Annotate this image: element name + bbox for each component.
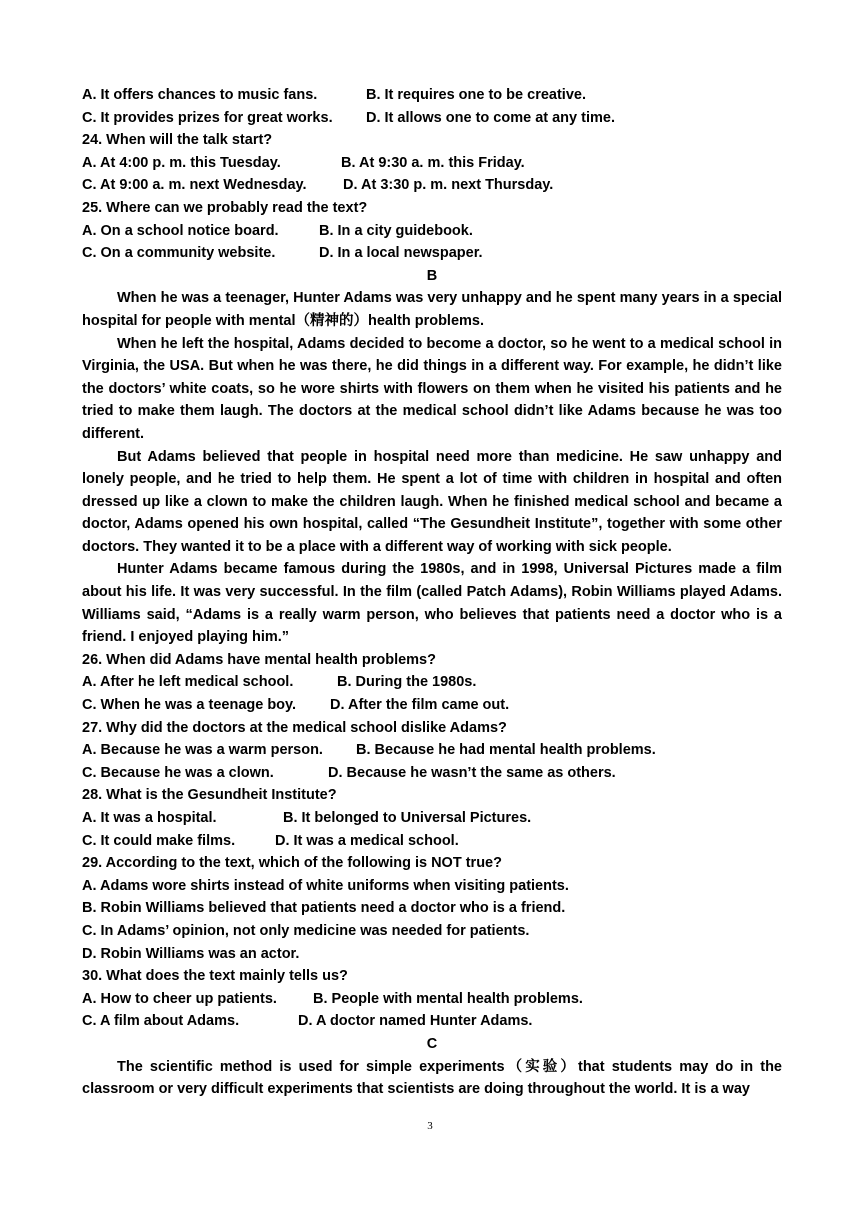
q24-option-d: D. At 3:30 p. m. next Thursday. bbox=[343, 177, 554, 194]
q24-options-row-2 bbox=[82, 174, 782, 197]
q29-option-a: A. Adams wore shirts instead of white uniforms when visiting patients. bbox=[82, 877, 569, 894]
q27-option-b: B. Because he had mental health problems. bbox=[356, 742, 656, 759]
q24-option-c: C. At 9:00 a. m. next Wednesday. bbox=[82, 177, 307, 194]
q23-option-c: C. It provides prizes for great works. bbox=[82, 109, 333, 126]
q27-options-row-2 bbox=[82, 762, 782, 785]
q30-option-c: C. A film about Adams. bbox=[82, 1013, 240, 1030]
q26-option-a: A. After he left medical school. bbox=[82, 674, 294, 691]
q26-question: 26. When did Adams have mental health problems? bbox=[82, 651, 436, 668]
q27-question: 27. Why did the doctors at the medical school dislike Adams? bbox=[82, 719, 507, 736]
section-b-paragraph-3: But Adams believed that people in hospital need more than medicine. He saw unhappy and lonely people, and he tried to help them. He spent a lot of time with children in hospital and often dressed up like a clown to make the children laugh. When he finished medical school and became a doctor, Adams opened his own hospital, called “The Gesundheit Institute”, together with some other doctors. They wanted it to be a place with a different way of working with sick people. bbox=[82, 448, 782, 555]
section-b-paragraph-1: When he was a teenager, Hunter Adams was very unhappy and he spent many years in a special hospital for people with mental（精神的）health problems. bbox=[82, 290, 782, 329]
q28-options-row-2 bbox=[82, 830, 782, 853]
q25-options-row-1 bbox=[82, 220, 782, 243]
section-c-paragraph-1: The scientific method is used for simple experiments（实验）that students may do in the classroom or very difficult experiments that scientists are doing throughout the world. It is a way bbox=[82, 1058, 782, 1098]
q23-options-row-2 bbox=[82, 107, 782, 130]
q26-options-row-1 bbox=[82, 671, 782, 694]
q24-option-a: A. At 4:00 p. m. this Tuesday. bbox=[82, 154, 281, 171]
q28-option-a: A. It was a hospital. bbox=[82, 810, 217, 826]
q29-question: 29. According to the text, which of the following is NOT true? bbox=[82, 855, 502, 872]
q30-option-a: A. How to cheer up patients. bbox=[82, 990, 277, 1007]
q29-option-c: C. In Adams’ opinion, not only medicine was needed for patients. bbox=[82, 922, 530, 939]
q26-option-d: D. After the film came out. bbox=[330, 697, 510, 714]
q27-options-row-1 bbox=[82, 739, 782, 762]
q30-options-row-2 bbox=[82, 1010, 782, 1033]
section-b-heading: B bbox=[426, 267, 438, 284]
q27-option-a: A. Because he was a warm person. bbox=[82, 742, 323, 759]
q23-options-row-1 bbox=[82, 84, 782, 107]
q25-options-row-2 bbox=[82, 242, 782, 265]
document-page bbox=[82, 84, 782, 1101]
q25-option-d: D. In a local newspaper. bbox=[319, 245, 483, 262]
q23-option-b: B. It requires one to be creative. bbox=[366, 87, 586, 103]
q27-option-c: C. Because he was a clown. bbox=[82, 764, 274, 781]
q25-option-c: C. On a community website. bbox=[82, 245, 276, 262]
q26-option-c: C. When he was a teenage boy. bbox=[82, 697, 297, 714]
section-c-heading: C bbox=[426, 1035, 438, 1052]
q26-options-row-2 bbox=[82, 694, 782, 717]
q29-option-d: D. Robin Williams was an actor. bbox=[82, 945, 300, 962]
section-b-paragraph-4: Hunter Adams became famous during the 1980s, and in 1998, Universal Pictures made a film about his life. It was very successful. In the film (called Patch Adams), Robin Williams played Adams. Williams said, “Adams is a really warm person, who believes that patients need a doctor who is a friend. I enjoyed playing him.” bbox=[82, 561, 782, 646]
q24-question: 24. When will the talk start? bbox=[82, 132, 273, 149]
q29-option-b: B. Robin Williams believed that patients need a doctor who is a friend. bbox=[82, 900, 566, 917]
q25-question: 25. Where can we probably read the text? bbox=[82, 199, 368, 216]
q30-question: 30. What does the text mainly tells us? bbox=[82, 968, 348, 985]
page-number: 3 bbox=[427, 1120, 433, 1132]
q25-option-b: B. In a city guidebook. bbox=[319, 222, 473, 239]
q27-option-d: D. Because he wasn’t the same as others. bbox=[328, 764, 616, 781]
section-b-paragraph-2: When he left the hospital, Adams decided to become a doctor, so he went to a medical school in Virginia, the USA. But when he was there, he did things in a different way. For example, he didn’t like the doctors’ white coats, so he wore shirts with flowers on them when he visited his patients and he tried to make them laugh. The doctors at the medical school didn’t like Adams because he was too different. bbox=[82, 335, 782, 442]
q30-options-row-1 bbox=[82, 988, 782, 1011]
q24-options-row-1 bbox=[82, 152, 782, 175]
q23-option-d: D. It allows one to come at any time. bbox=[366, 109, 615, 126]
q26-option-b: B. During the 1980s. bbox=[337, 674, 477, 691]
q28-options-row-1 bbox=[82, 807, 782, 830]
q30-option-b: B. People with mental health problems. bbox=[313, 990, 583, 1007]
q24-option-b: B. At 9:30 a. m. this Friday. bbox=[341, 154, 525, 171]
q23-option-a: A. It offers chances to music fans. bbox=[82, 87, 318, 103]
q28-option-b: B. It belonged to Universal Pictures. bbox=[283, 810, 532, 826]
q28-question: 28. What is the Gesundheit Institute? bbox=[82, 787, 337, 804]
q25-option-a: A. On a school notice board. bbox=[82, 222, 279, 239]
q28-option-d: D. It was a medical school. bbox=[275, 832, 459, 849]
q30-option-d: D. A doctor named Hunter Adams. bbox=[298, 1013, 533, 1030]
q28-option-c: C. It could make films. bbox=[82, 832, 236, 849]
